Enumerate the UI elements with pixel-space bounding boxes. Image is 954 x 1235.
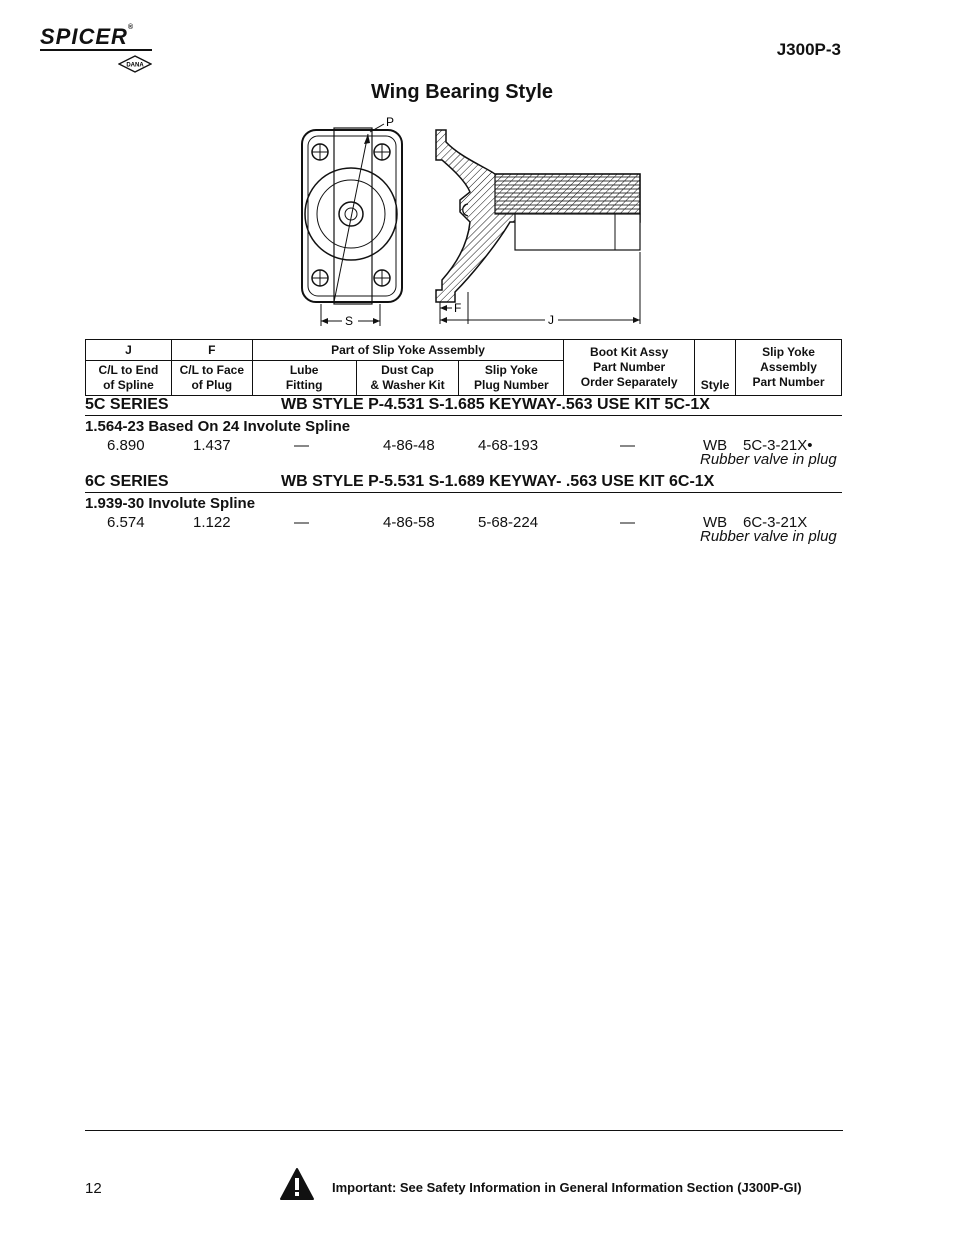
dana-logo-icon	[118, 55, 152, 73]
header-slip-yoke-part	[736, 340, 842, 396]
warning-icon	[279, 1167, 315, 1201]
parts-table-header	[85, 339, 842, 396]
spline-description: 1.564-23 Based On 24 Involute Spline	[85, 418, 351, 435]
cell-j: 6.890	[107, 437, 145, 454]
col-dust-line1: Dust Cap	[381, 363, 434, 377]
col-lube-line1: Lube	[289, 363, 319, 377]
col-lube-line2: Fitting	[285, 378, 323, 392]
cell-boot-kit: —	[620, 437, 635, 454]
series-heading-6c	[85, 473, 842, 493]
dim-label-j: J	[548, 313, 554, 327]
series-heading-5c	[85, 396, 842, 416]
row-note: Rubber valve in plug	[700, 528, 837, 545]
brand-name: SPICER	[40, 24, 128, 49]
col-lube	[252, 361, 356, 396]
dim-label-s: S	[345, 314, 354, 328]
cell-dust-cap: 4-86-58	[383, 514, 435, 531]
col-f	[171, 361, 252, 396]
header-f: F	[171, 340, 252, 361]
cell-boot-kit: —	[620, 514, 635, 531]
header-slip-yoke-assembly: Part of Slip Yoke Assembly	[252, 340, 564, 361]
series-name: 6C SERIES	[85, 473, 169, 490]
header-style: Style	[695, 340, 736, 396]
cell-style: WB	[703, 514, 728, 531]
row-note: Rubber valve in plug	[700, 451, 837, 468]
side-view	[436, 130, 640, 327]
col-j-line2: of Spline	[103, 378, 154, 392]
col-j	[86, 361, 172, 396]
footer-divider	[85, 1130, 843, 1131]
cell-plug: 4-68-193	[478, 437, 539, 454]
col-plug-line1: Slip Yoke	[484, 363, 538, 377]
slip-yoke-line3: Part Number	[752, 375, 825, 389]
spline-description: 1.939-30 Involute Spline	[85, 495, 256, 512]
cell-style: WB	[703, 437, 728, 454]
header-j: J	[86, 340, 172, 361]
end-view	[302, 115, 402, 328]
slip-yoke-line2: Assembly	[760, 360, 817, 374]
col-f-line1: C/L to Face	[179, 363, 245, 377]
cell-f: 1.437	[193, 437, 231, 454]
cell-j: 6.574	[107, 514, 145, 531]
cell-part-number: 5C-3-21X•	[743, 437, 813, 454]
series-name: 5C SERIES	[85, 396, 169, 413]
col-plug	[459, 361, 564, 396]
col-plug-line2: Plug Number	[473, 378, 549, 392]
dana-logo-text: DANA	[126, 62, 144, 69]
col-dust-line2: & Washer Kit	[370, 378, 445, 392]
safety-notice: Important: See Safety Information in General Information Section (J300P-GI)	[332, 1180, 802, 1195]
slip-yoke-drawing	[290, 112, 670, 332]
page-number: 12	[85, 1180, 102, 1197]
col-dust-cap	[356, 361, 459, 396]
dim-label-p: P	[386, 115, 395, 129]
series-style-line: WB STYLE P-4.531 S-1.685 KEYWAY-.563 USE KIT 5C-1X	[281, 396, 710, 413]
registered-mark: ®	[127, 24, 135, 31]
boot-kit-line1: Boot Kit Assy	[590, 345, 669, 359]
document-id: J300P-3	[776, 40, 841, 59]
slip-yoke-line1: Slip Yoke	[762, 345, 815, 359]
spicer-logo	[40, 24, 134, 50]
series-style-line: WB STYLE P-5.531 S-1.689 KEYWAY- .563 USE KIT 6C-1X	[281, 473, 715, 490]
cell-dust-cap: 4-86-48	[383, 437, 435, 454]
dim-label-f: F	[454, 301, 462, 315]
cell-plug: 5-68-224	[478, 514, 539, 531]
cell-part-number: 6C-3-21X	[743, 514, 808, 531]
header-boot-kit	[564, 340, 695, 396]
logo-underline	[40, 49, 152, 51]
cell-lube: —	[294, 514, 309, 531]
col-f-line2: of Plug	[191, 378, 233, 392]
cell-f: 1.122	[193, 514, 231, 531]
page-title: Wing Bearing Style	[370, 81, 554, 103]
boot-kit-line3: Order Separately	[580, 375, 678, 389]
boot-kit-line2: Part Number	[593, 360, 666, 374]
cell-lube: —	[294, 437, 309, 454]
col-j-line1: C/L to End	[98, 363, 159, 377]
